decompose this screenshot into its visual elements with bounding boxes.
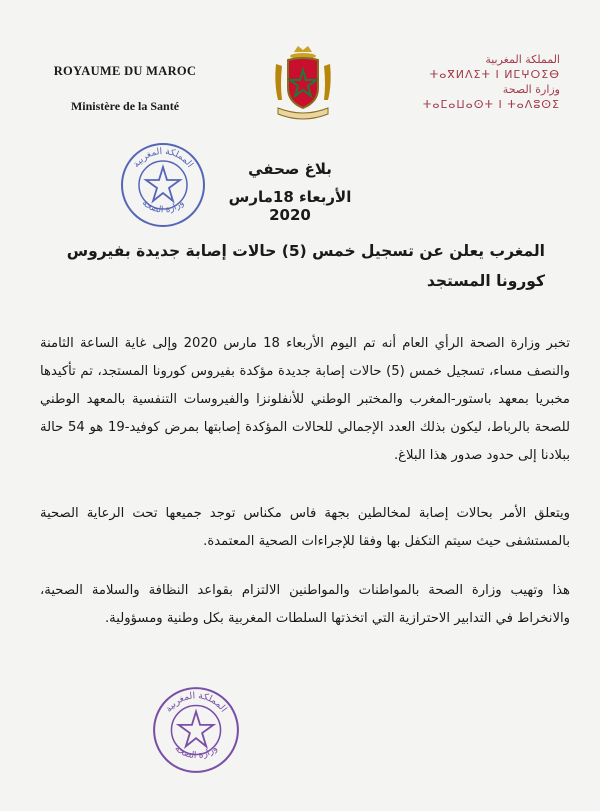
arabic-header xyxy=(420,52,560,112)
headline: المغرب يعلن عن تسجيل خمس (5) حالات إصابة جديدة بفيروس كورونا المستجد xyxy=(66,242,545,290)
kingdom-name-fr: ROYAUME DU MAROC xyxy=(53,64,197,78)
svg-text:وزارة الصحة xyxy=(140,198,186,215)
kingdom-name-tifinagh: ⵜⴰⴳⵍⴷⵉⵜ ⵏ ⵍⵎⵖⵔⵉⴱ xyxy=(429,68,560,81)
paragraph-3-text: هذا وتهيب وزارة الصحة بالمواطنات والمواطنين الالتزام بقواعد النظافة والسلامة الصحية، والانخراط في التدابير الاحترازية التي اتخذتها السلطات المغربية بكل وطنية ومسؤولية. xyxy=(40,583,570,626)
paragraph-3 xyxy=(40,577,570,633)
ministry-name-ar: وزارة الصحة xyxy=(502,83,560,96)
stamp-bottom-text: وزارة الصحة xyxy=(139,198,187,216)
coat-of-arms-icon xyxy=(272,44,334,122)
paragraph-2-text: ويتعلق الأمر بحالات إصابة لمخالطين بجهة فاس مكناس توجد جميعها تحت الرعاية الصحية بالمستشفى حيث سيتم التكفل بها وفقا للإجراءات الصحية المعتمدة. xyxy=(40,506,570,549)
stamp-top-text: المملكة المغربية xyxy=(131,146,195,170)
ministry-stamp-icon xyxy=(118,140,208,230)
kingdom-name-ar: المملكة المغربية xyxy=(485,53,560,66)
ministry-name-tifinagh: ⵜⴰⵎⴰⵡⴰⵙⵜ ⵏ ⵜⴰⴷⵓⵙⵉ xyxy=(422,98,560,111)
paragraph-1 xyxy=(40,330,570,470)
paragraph-1-text: تخبر وزارة الصحة الرأي العام أنه تم اليوم الأربعاء 18 مارس 2020 وإلى غاية الساعة الثامنة والنصف مساء، تسجيل خمس (5) حالات إصابة جديدة مؤكدة بفيروس كورونا المستجد، تم تأكيدها مخبريا بمعهد باستور-المغرب والمختبر الوطني للأنفلونزا والفيروسات التنفسية بالمعهد الوطني للصحة بالرباط، ليكون بذلك العدد الإجمالي للحالات المؤكدة إصابتها بمرض كوفيد-19 هو 54 حالة ببلادنا إلى حدود صدور هذا البلاغ. xyxy=(40,336,571,463)
release-title-block xyxy=(210,160,370,224)
ministry-stamp-icon xyxy=(150,684,242,776)
release-date: الأربعاء 18مارس 2020 xyxy=(228,188,352,224)
release-type: بلاغ صحفي xyxy=(248,160,332,178)
french-header xyxy=(30,64,220,114)
stamp-bottom-text: وزارة الصحة xyxy=(172,742,220,762)
stamp-top-text: المملكة المغربية xyxy=(163,690,229,715)
ministry-name-fr: Ministère de la Santé xyxy=(70,99,180,113)
svg-text:وزارة الصحة xyxy=(172,743,219,761)
paragraph-2 xyxy=(40,500,570,556)
